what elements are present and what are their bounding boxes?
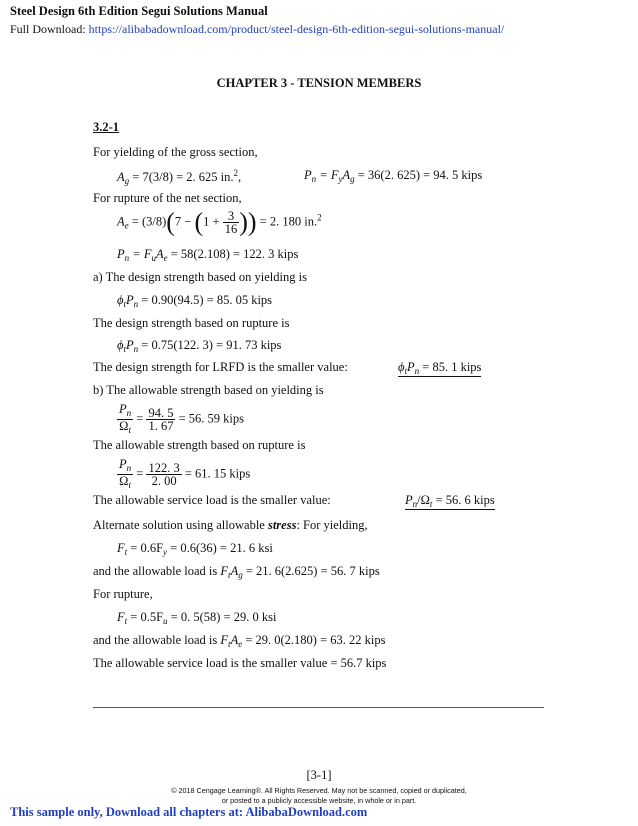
equation-allow-yield: $\frac{P_n}{\Omega_t}$ = $\frac{94. 5}{1. 67}$ = 56. 59 kips: [119, 402, 244, 435]
equation-ag: $A_g = 7(3/8) = 2$. 625 in.$^2$,: [117, 168, 242, 186]
fraction-3-16: $\frac{3}{16}$: [224, 209, 238, 236]
equation-design-rupture: $\phi_tP_n = 0.75(122$. 3) = 91. 73 kips: [117, 338, 282, 354]
text-line: The design strength for LRFD is the smaller value:: [93, 360, 348, 374]
equation-ae: $A_e = (3/8)(7 - (1$ + $\frac{3}{16}$ )) = 2. 180 in.$^2$: [117, 207, 322, 237]
equation-ft-yield: $F_t = 0.6F_y = 0.6(36) = 21$. 6 ksi: [117, 541, 273, 557]
section-number: 3.2-1: [93, 120, 120, 134]
text-line: The allowable service load is the smaller value = 56.7 kips: [93, 656, 387, 670]
text-line: For rupture,: [93, 587, 153, 601]
download-line: [10, 22, 504, 37]
download-link[interactable]: https://alibabadownload.com/product/steel-design-6th-edition-segui-solutions-manual/: [88, 22, 505, 36]
text-line: The allowable service load is the smaller value:: [93, 493, 331, 507]
document-title: Steel Design 6th Edition Segui Solutions Manual: [10, 4, 268, 18]
equation-design-yield: $\phi_tP_n = 0.90(94.5) = 85$. 05 kips: [117, 293, 273, 309]
page-number: [3-1]: [306, 768, 332, 782]
equation-pn-rupture: $P_n = F_uA_e = 58(2.108) = 122$. 3 kips: [117, 247, 299, 263]
footer-banner[interactable]: This sample only, Download all chapters at: AlibabaDownload.com: [10, 805, 368, 819]
text-line: For rupture of the net section,: [93, 191, 242, 205]
text-line: and the allowable load is $F_tA_e = 29$. 0(2.180) = 63. 22 kips: [93, 633, 386, 649]
chapter-title: CHAPTER 3 - TENSION MEMBERS: [216, 76, 422, 90]
text-line: and the allowable load is $F_tA_g = 21$. 6(2.625) = 56. 7 kips: [93, 564, 380, 580]
text-line: The allowable strength based on rupture is: [93, 438, 306, 452]
equation-pn-yield: $P_n = F_yA_g = 36(2$. 625) = 94. 5 kips: [304, 168, 483, 184]
divider: [93, 707, 544, 708]
text-line: b) The allowable strength based on yielding is: [93, 383, 324, 397]
text-line: a) The design strength based on yielding is: [93, 270, 307, 284]
copyright-notice: © 2018 Cengage Learning®. All Rights Reserved. May not be scanned, copied or duplicated, or posted to a publicly accessible website, in whole or in part.: [171, 786, 467, 805]
text-line: For yielding of the gross section,: [93, 145, 258, 159]
lrfd-answer: $\phi_tP_n = 85$. 1 kips: [398, 360, 482, 376]
text-line: The design strength based on rupture is: [93, 316, 290, 330]
download-label: Full Download:: [10, 22, 86, 36]
equation-allow-rupture: $\frac{P_n}{\Omega_t}$ = $\frac{122. 3}{2. 00}$ = 61. 15 kips: [119, 457, 251, 490]
asd-answer: $P_n/\Omega_t = 56$. 6 kips: [405, 493, 495, 509]
equation-ft-rupture: $F_t = 0.5F_u = 0$. 5(58) = 29. 0 ksi: [117, 610, 277, 626]
text-line: Alternate solution using allowable stress: For yielding,: [93, 518, 368, 532]
